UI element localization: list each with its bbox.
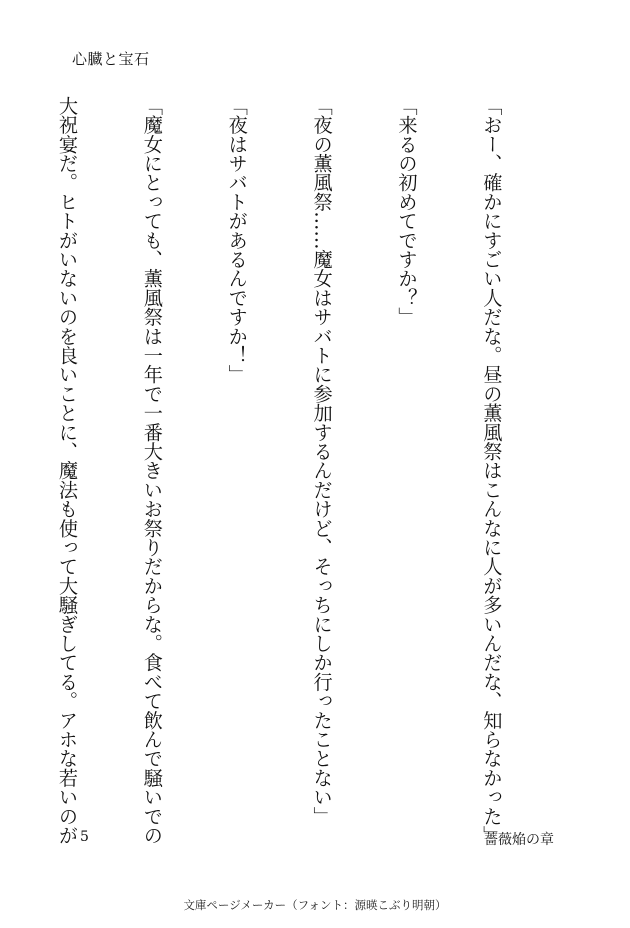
chapter-title: 薔薇焔の章 xyxy=(484,832,554,848)
text-line: 「来るの初めてですか？」 xyxy=(395,96,419,327)
page-number: 5 xyxy=(80,829,89,845)
text-line: 「夜の薫風祭……魔女はサバトに参加するんだけど、そっちにしか行ったことない」 xyxy=(310,96,334,826)
footer-credit: 文庫ページメーカー（フォント：源暎こぶり明朝） xyxy=(183,898,447,912)
text-line: 「魔女にとっても、薫風祭は一年で一番大きいお祭りだからな。食べて飲んで騒いでの xyxy=(140,96,164,845)
text-line: 「おー、確かにすごい人だな。昼の薫風祭はこんなに人が多いんだな、知らなかった」 xyxy=(480,96,504,845)
book-title: 心臓と宝石 xyxy=(72,50,150,68)
text-line: 大祝宴だ。ヒトがいないのを良いことに、魔法も使って大騒ぎしてる。アホな若いのが xyxy=(55,96,79,845)
text-line: 「夜はサバトがあるんですか！」 xyxy=(225,96,249,384)
